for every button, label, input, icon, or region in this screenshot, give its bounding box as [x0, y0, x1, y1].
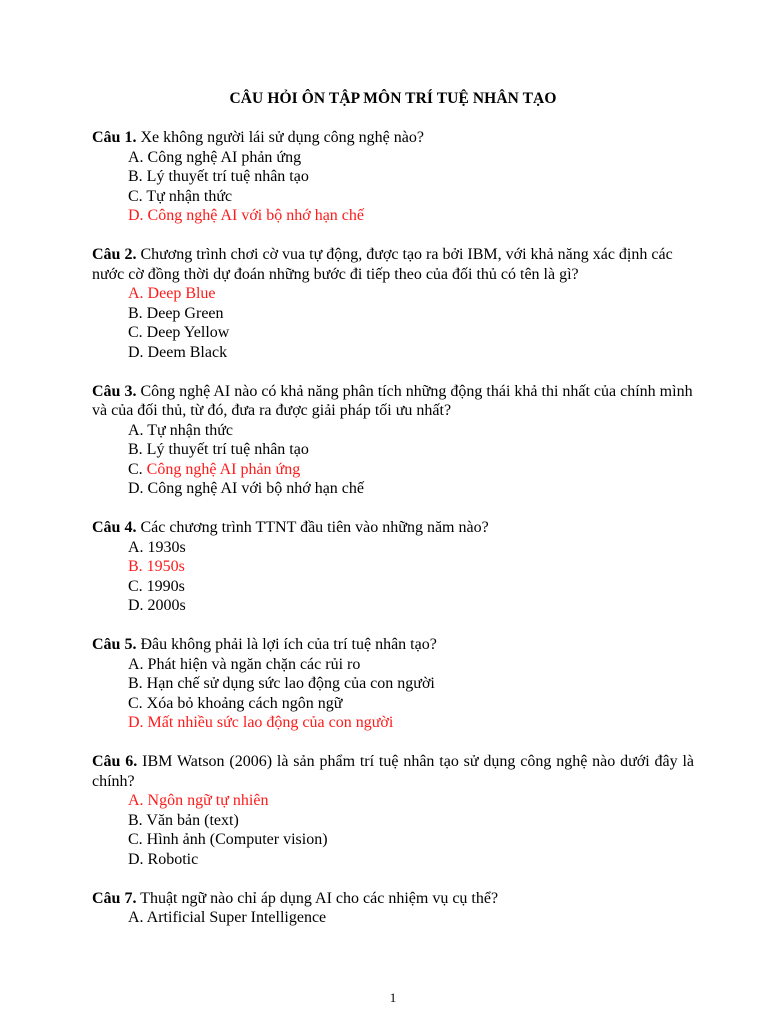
answer-options	[92, 655, 694, 733]
question-1	[92, 128, 694, 226]
answer-option-c: C. Hình ảnh (Computer vision)	[128, 831, 328, 848]
question-6	[92, 752, 694, 869]
question-text: Đâu không phải là lợi ích của trí tuệ nhân tạo?	[140, 636, 437, 653]
answer-option-b: B. Lý thuyết trí tuệ nhân tạo	[128, 168, 309, 185]
question-label: Câu 2.	[92, 246, 137, 263]
answer-options	[92, 148, 694, 226]
question-list	[92, 128, 694, 928]
question-2	[92, 245, 694, 362]
answer-option-a: A. Artificial Super Intelligence	[128, 909, 327, 926]
answer-option-d: D. Deem Black	[128, 343, 228, 361]
question-stem	[92, 518, 694, 538]
question-text: Chương trình chơi cờ vua tự động, được tạo ra bởi IBM, với khả năng xác định các nước cờ đồng thời dự đoán những bước đi tiếp theo của đối thủ có tên là gì?	[92, 246, 673, 283]
answer-options	[92, 908, 694, 928]
answer-option-c: C. Deep Yellow	[128, 324, 230, 341]
answer-options	[92, 421, 694, 499]
answer-option-b-correct: B. 1950s	[128, 558, 185, 575]
question-stem	[92, 752, 694, 791]
answer-option-c-correct	[128, 460, 694, 480]
question-label: Câu 6.	[92, 753, 138, 770]
question-label: Câu 1.	[92, 129, 137, 146]
answer-options	[92, 284, 694, 362]
question-stem	[92, 382, 694, 421]
question-label: Câu 7.	[92, 889, 137, 907]
question-stem	[92, 635, 694, 655]
answer-option-d: D. Công nghệ AI với bộ nhớ hạn chế	[128, 480, 364, 497]
question-stem	[92, 128, 694, 148]
question-4	[92, 518, 694, 616]
question-text: Xe không người lái sử dụng công nghệ nào?	[140, 129, 424, 146]
question-label: Câu 5.	[92, 636, 137, 653]
answer-option-c: C. Tự nhận thức	[128, 187, 233, 205]
question-label: Câu 4.	[92, 519, 137, 536]
answer-option-b: B. Văn bản (text)	[128, 811, 239, 829]
question-text: Thuật ngữ nào chỉ áp dụng AI cho các nhiệm vụ cụ thể?	[140, 889, 499, 907]
answer-option-d-correct: D. Công nghệ AI với bộ nhớ hạn chế	[128, 207, 364, 224]
answer-option-a: A. Tự nhận thức	[128, 421, 234, 439]
answer-option-c: C. Xóa bỏ khoảng cách ngôn ngữ	[128, 694, 343, 712]
answer-option-b: B. Hạn chế sử dụng sức lao động của con người	[128, 675, 435, 692]
answer-options	[92, 791, 694, 869]
question-stem	[92, 889, 694, 909]
answer-option-c: C. 1990s	[128, 577, 185, 595]
answer-option-b: B. Deep Green	[128, 304, 224, 322]
answer-option-d: D. Robotic	[128, 850, 199, 868]
answer-option-a: A. 1930s	[128, 538, 186, 556]
answer-option-correct-text: Công nghệ AI phản ứng	[146, 460, 301, 478]
page-number: 1	[389, 990, 397, 1005]
answer-option-a: A. Phát hiện và ngăn chặn các rủi ro	[128, 655, 361, 673]
answer-option-letter: C.	[128, 460, 147, 478]
question-label: Câu 3.	[92, 382, 137, 400]
question-5	[92, 635, 694, 733]
answer-options	[92, 538, 694, 616]
answer-option-b: B. Lý thuyết trí tuệ nhân tạo	[128, 441, 309, 458]
answer-option-a: A. Công nghệ AI phản ứng	[128, 148, 302, 166]
question-text: IBM Watson (2006) là sản phẩm trí tuệ nhân tạo sử dụng công nghệ nào dưới đây là chính?	[92, 753, 695, 790]
question-7	[92, 889, 694, 928]
answer-option-d-correct: D. Mất nhiều sức lao động của con người	[128, 714, 394, 731]
answer-option-d: D. 2000s	[128, 597, 186, 614]
answer-option-a-correct: A. Deep Blue	[128, 285, 216, 302]
question-stem	[92, 245, 694, 284]
question-text: Công nghệ AI nào có khả năng phân tích những động thái khả thi nhất của chính mình và của đối thủ, từ đó, đưa ra được giải pháp tối ưu nhất?	[92, 382, 693, 419]
question-text: Các chương trình TTNT đầu tiên vào những năm nào?	[140, 519, 489, 536]
document-title: CÂU HỎI ÔN TẬP MÔN TRÍ TUỆ NHÂN TẠO	[229, 90, 557, 107]
question-3	[92, 382, 694, 499]
answer-option-a-correct: A. Ngôn ngữ tự nhiên	[128, 792, 269, 809]
